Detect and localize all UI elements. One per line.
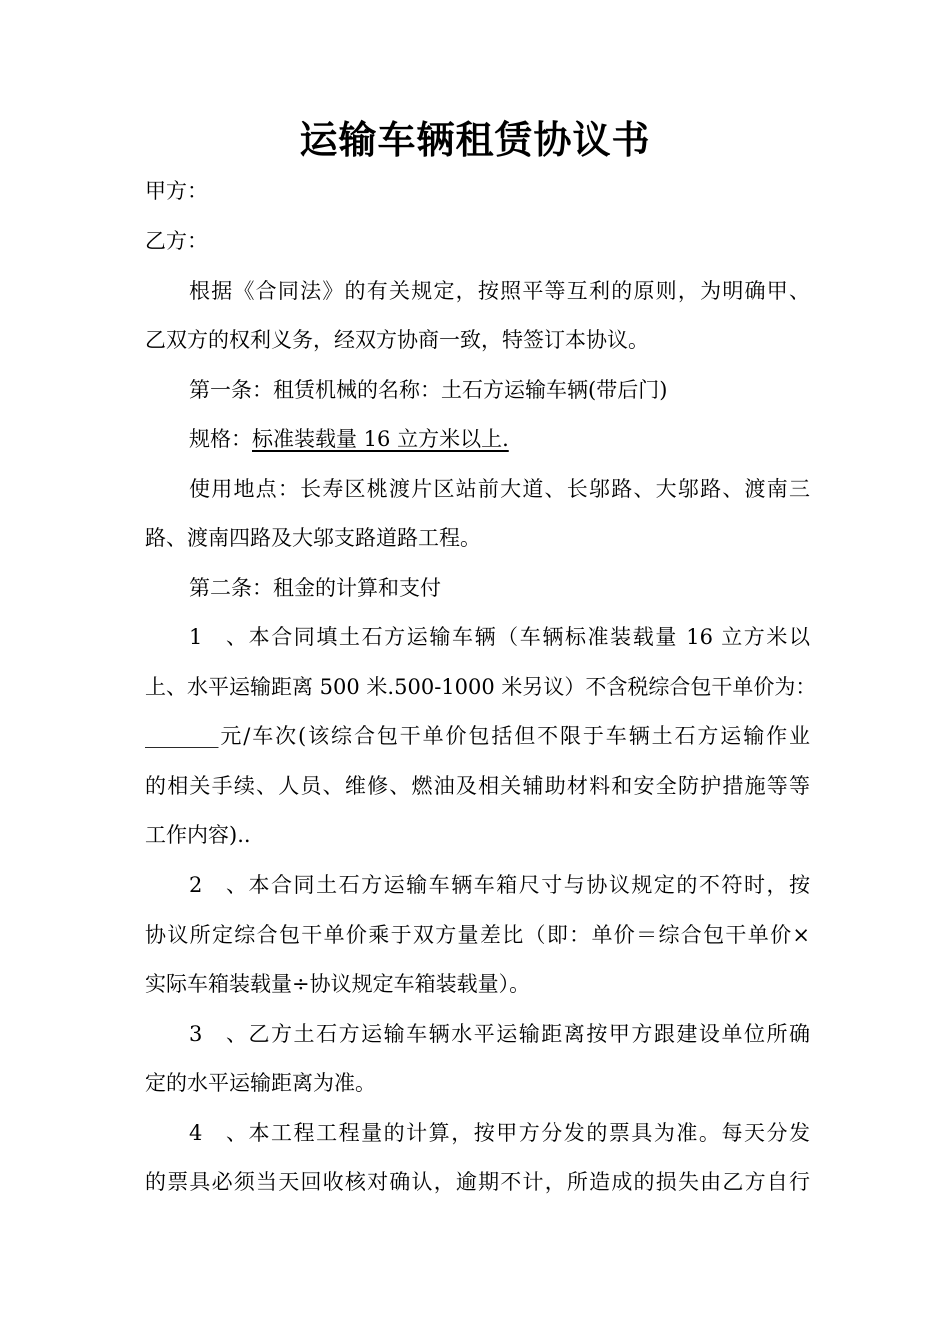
item2-line-2: 协议所定综合包干单价乘于双方量差比（即：单价＝综合包干单价× (145, 923, 810, 947)
preamble-line-1: 根据《合同法》的有关规定，按照平等互利的原则，为明确甲、 (189, 279, 810, 303)
document-title: 运输车辆租赁协议书 (299, 117, 651, 162)
item1-line-3: _______元/车次(该综合包干单价包括但不限于车辆土石方运输作业 (145, 724, 810, 748)
item2-line-1 (145, 870, 810, 900)
item4-line-1 (145, 1118, 810, 1148)
item2-line-3: 实际车箱装载量÷协议规定车箱装载量）。 (145, 972, 531, 996)
item2-number: 2、 (189, 873, 247, 897)
item4-text-1: 本工程工程量的计算，按甲方分发的票具为准。每天分发 (247, 1121, 810, 1145)
location-line-1: 使用地点：长寿区桃渡片区站前大道、长邬路、大邬路、渡南三 (189, 477, 810, 501)
item1-line-1 (145, 622, 810, 652)
article1-spec (145, 424, 810, 454)
item3-line-1 (145, 1019, 810, 1049)
item3-line-2: 定的水平运输距离为准。 (145, 1071, 376, 1095)
item2-text-1: 本合同土石方运输车辆车箱尺寸与协议规定的不符时，按 (247, 873, 810, 897)
spec-label: 规格： (189, 427, 252, 451)
item3-text-1: 乙方土石方运输车辆水平运输距离按甲方跟建设单位所确 (247, 1022, 810, 1046)
party-b-label: 乙方： (145, 229, 208, 253)
spec-value: 标准装载量 16 立方米以上. (252, 427, 509, 451)
party-a-label: 甲方： (145, 179, 208, 203)
item4-number: 4、 (189, 1121, 247, 1145)
item1-line-4: 的相关手续、人员、维修、燃油及相关辅助材料和安全防护措施等等 (145, 774, 810, 798)
item1-text-1: 本合同填土石方运输车辆（车辆标准装载量 16 立方米以 (247, 625, 810, 649)
item1-line-2: 上、水平运输距离 500 米.500-1000 米另议）不含税综合包干单价为： (145, 675, 817, 699)
article2-heading: 第二条：租金的计算和支付 (189, 576, 441, 600)
location-line-2: 路、渡南四路及大邬支路道路工程。 (145, 526, 481, 550)
item3-number: 3、 (189, 1022, 247, 1046)
preamble-line-2: 乙双方的权利义务，经双方协商一致，特签订本协议。 (145, 328, 649, 352)
article1-heading: 第一条：租赁机械的名称：土石方运输车辆(带后门) (189, 378, 668, 402)
item1-line-5: 工作内容).. (145, 823, 251, 847)
item4-line-2: 的票具必须当天回收核对确认，逾期不计，所造成的损失由乙方自行 (145, 1170, 810, 1194)
item1-number: 1、 (189, 625, 247, 649)
